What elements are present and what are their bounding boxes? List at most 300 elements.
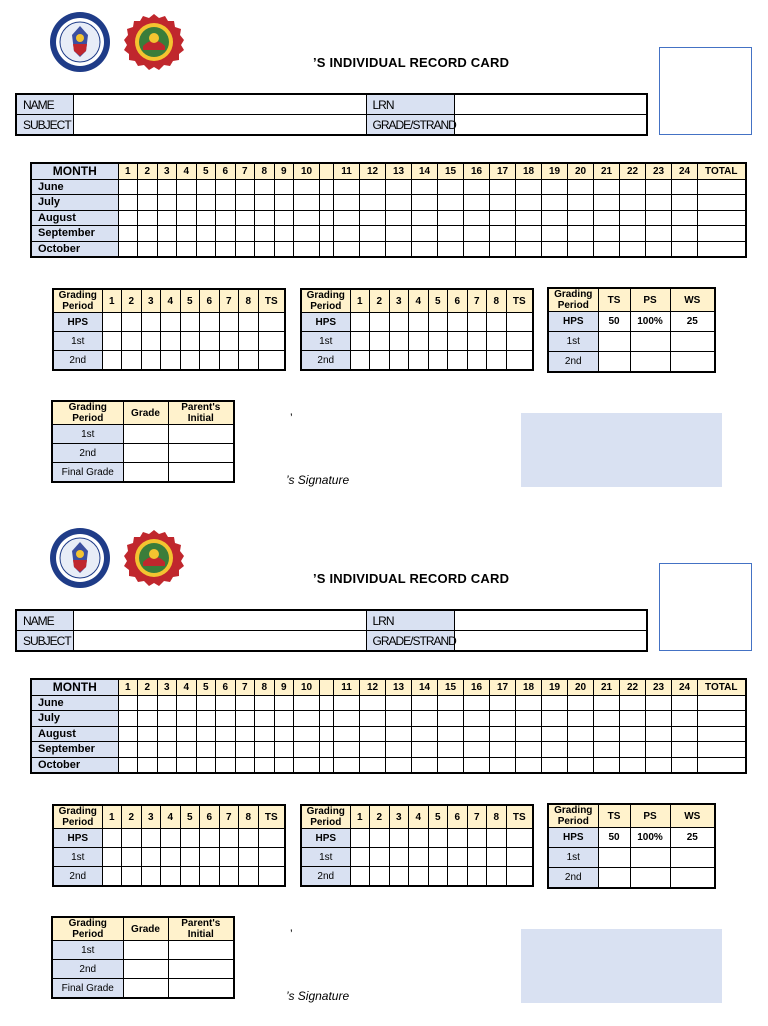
grading-cell[interactable] bbox=[258, 332, 285, 351]
attendance-cell[interactable] bbox=[216, 179, 236, 195]
attendance-cell[interactable] bbox=[255, 757, 275, 773]
attendance-cell[interactable] bbox=[255, 742, 275, 758]
grading-cell[interactable] bbox=[350, 829, 370, 848]
attendance-cell[interactable] bbox=[516, 742, 542, 758]
attendance-cell[interactable] bbox=[196, 195, 216, 211]
grading-cell[interactable] bbox=[389, 848, 409, 867]
attendance-cell[interactable] bbox=[594, 742, 620, 758]
attendance-cell[interactable] bbox=[255, 179, 275, 195]
attendance-cell[interactable] bbox=[490, 726, 516, 742]
attendance-cell[interactable] bbox=[568, 210, 594, 226]
attendance-cell[interactable] bbox=[118, 210, 138, 226]
attendance-cell[interactable] bbox=[157, 757, 177, 773]
attendance-cell[interactable] bbox=[360, 742, 386, 758]
attendance-cell[interactable] bbox=[157, 179, 177, 195]
attendance-cell[interactable] bbox=[672, 726, 698, 742]
attendance-cell[interactable] bbox=[157, 210, 177, 226]
attendance-cell[interactable] bbox=[412, 226, 438, 242]
attendance-cell[interactable] bbox=[490, 210, 516, 226]
attendance-cell[interactable] bbox=[177, 742, 197, 758]
grading-cell[interactable] bbox=[487, 351, 507, 371]
attendance-cell[interactable] bbox=[646, 179, 672, 195]
attendance-cell[interactable] bbox=[177, 241, 197, 257]
grading-cell[interactable] bbox=[102, 332, 122, 351]
attendance-cell[interactable] bbox=[216, 742, 236, 758]
attendance-cell[interactable] bbox=[412, 241, 438, 257]
attendance-cell[interactable] bbox=[196, 695, 216, 711]
grading-cell[interactable] bbox=[370, 867, 390, 887]
grading-cell[interactable] bbox=[389, 332, 409, 351]
attendance-cell[interactable] bbox=[464, 757, 490, 773]
attendance-cell[interactable] bbox=[646, 726, 672, 742]
grading-cell[interactable] bbox=[122, 351, 142, 371]
attendance-cell[interactable] bbox=[438, 195, 464, 211]
attendance-cell[interactable] bbox=[320, 695, 334, 711]
grading-cell[interactable] bbox=[141, 867, 161, 887]
attendance-cell[interactable] bbox=[646, 757, 672, 773]
grading-cell[interactable] bbox=[487, 332, 507, 351]
grading-cell[interactable] bbox=[428, 848, 448, 867]
subject-field[interactable] bbox=[73, 631, 366, 652]
attendance-cell[interactable] bbox=[620, 195, 646, 211]
attendance-cell[interactable] bbox=[464, 726, 490, 742]
attendance-cell[interactable] bbox=[490, 241, 516, 257]
attendance-cell[interactable] bbox=[672, 226, 698, 242]
attendance-cell[interactable] bbox=[360, 179, 386, 195]
attendance-cell[interactable] bbox=[594, 241, 620, 257]
attendance-cell[interactable] bbox=[334, 711, 360, 727]
attendance-cell[interactable] bbox=[274, 726, 294, 742]
grading-cell[interactable] bbox=[370, 848, 390, 867]
attendance-cell[interactable] bbox=[196, 226, 216, 242]
grading-cell[interactable] bbox=[389, 313, 409, 332]
attendance-cell[interactable] bbox=[568, 179, 594, 195]
attendance-cell[interactable] bbox=[360, 210, 386, 226]
attendance-cell[interactable] bbox=[274, 695, 294, 711]
grading-cell[interactable] bbox=[448, 313, 468, 332]
grading-cell[interactable] bbox=[219, 867, 239, 887]
final-initial-cell[interactable] bbox=[168, 979, 234, 999]
grading-cell[interactable] bbox=[200, 867, 220, 887]
attendance-cell[interactable] bbox=[672, 179, 698, 195]
attendance-cell[interactable] bbox=[672, 210, 698, 226]
attendance-cell[interactable] bbox=[386, 695, 412, 711]
attendance-cell[interactable] bbox=[438, 210, 464, 226]
attendance-cell[interactable] bbox=[157, 241, 177, 257]
attendance-cell[interactable] bbox=[620, 226, 646, 242]
attendance-cell[interactable] bbox=[138, 226, 158, 242]
attendance-cell[interactable] bbox=[177, 179, 197, 195]
attendance-cell[interactable] bbox=[568, 757, 594, 773]
attendance-cell[interactable] bbox=[157, 226, 177, 242]
attendance-cell[interactable] bbox=[196, 179, 216, 195]
grading-cell[interactable] bbox=[409, 829, 429, 848]
attendance-cell[interactable] bbox=[138, 726, 158, 742]
grading-cell[interactable] bbox=[448, 829, 468, 848]
attendance-cell[interactable] bbox=[255, 695, 275, 711]
grading-cell[interactable] bbox=[219, 332, 239, 351]
grading-cell[interactable] bbox=[428, 351, 448, 371]
attendance-cell[interactable] bbox=[386, 742, 412, 758]
grade-strand-field[interactable] bbox=[454, 631, 647, 652]
attendance-cell[interactable] bbox=[490, 742, 516, 758]
grading-cell[interactable] bbox=[350, 867, 370, 887]
attendance-cell[interactable] bbox=[620, 757, 646, 773]
attendance-cell[interactable] bbox=[196, 711, 216, 727]
attendance-cell[interactable] bbox=[294, 757, 320, 773]
grading-cell[interactable] bbox=[258, 313, 285, 332]
attendance-cell[interactable] bbox=[138, 695, 158, 711]
attendance-cell[interactable] bbox=[320, 179, 334, 195]
attendance-cell[interactable] bbox=[412, 711, 438, 727]
grade-strand-field[interactable] bbox=[454, 115, 647, 136]
attendance-cell[interactable] bbox=[138, 742, 158, 758]
attendance-cell[interactable] bbox=[216, 210, 236, 226]
attendance-cell[interactable] bbox=[568, 695, 594, 711]
grading-cell[interactable] bbox=[102, 829, 122, 848]
attendance-cell[interactable] bbox=[255, 195, 275, 211]
attendance-cell[interactable] bbox=[177, 226, 197, 242]
attendance-cell[interactable] bbox=[196, 742, 216, 758]
attendance-cell[interactable] bbox=[594, 726, 620, 742]
final-grade-cell[interactable] bbox=[123, 941, 168, 960]
attendance-cell[interactable] bbox=[274, 195, 294, 211]
attendance-cell[interactable] bbox=[118, 179, 138, 195]
attendance-cell[interactable] bbox=[542, 195, 568, 211]
attendance-cell[interactable] bbox=[438, 695, 464, 711]
grading-cell[interactable] bbox=[180, 867, 200, 887]
attendance-cell[interactable] bbox=[438, 711, 464, 727]
attendance-cell[interactable] bbox=[490, 195, 516, 211]
attendance-cell[interactable] bbox=[196, 210, 216, 226]
grading-cell[interactable] bbox=[467, 867, 487, 887]
lrn-field[interactable] bbox=[454, 94, 647, 115]
attendance-cell[interactable] bbox=[360, 241, 386, 257]
grading-cell[interactable] bbox=[122, 867, 142, 887]
summary-cell[interactable] bbox=[630, 332, 670, 352]
grading-cell[interactable] bbox=[141, 351, 161, 371]
attendance-cell[interactable] bbox=[235, 695, 255, 711]
attendance-cell[interactable] bbox=[464, 695, 490, 711]
attendance-cell[interactable] bbox=[334, 726, 360, 742]
attendance-cell[interactable] bbox=[386, 210, 412, 226]
attendance-cell[interactable] bbox=[516, 711, 542, 727]
attendance-cell[interactable] bbox=[294, 195, 320, 211]
attendance-cell[interactable] bbox=[294, 241, 320, 257]
attendance-cell[interactable] bbox=[177, 695, 197, 711]
grading-cell[interactable] bbox=[448, 332, 468, 351]
name-field[interactable] bbox=[73, 610, 366, 631]
attendance-cell[interactable] bbox=[235, 195, 255, 211]
attendance-cell[interactable] bbox=[196, 757, 216, 773]
grading-cell[interactable] bbox=[370, 351, 390, 371]
attendance-cell[interactable] bbox=[360, 711, 386, 727]
attendance-cell[interactable] bbox=[542, 757, 568, 773]
attendance-cell[interactable] bbox=[274, 226, 294, 242]
attendance-cell[interactable] bbox=[255, 226, 275, 242]
grading-cell[interactable] bbox=[506, 332, 533, 351]
attendance-cell[interactable] bbox=[490, 226, 516, 242]
grading-cell[interactable] bbox=[409, 332, 429, 351]
grading-cell[interactable] bbox=[141, 829, 161, 848]
attendance-cell[interactable] bbox=[320, 742, 334, 758]
attendance-cell[interactable] bbox=[672, 195, 698, 211]
attendance-cell[interactable] bbox=[320, 711, 334, 727]
grading-cell[interactable] bbox=[122, 829, 142, 848]
total-cell[interactable] bbox=[698, 226, 746, 242]
attendance-cell[interactable] bbox=[294, 742, 320, 758]
grading-cell[interactable] bbox=[487, 867, 507, 887]
summary-cell[interactable] bbox=[598, 868, 630, 889]
attendance-cell[interactable] bbox=[386, 195, 412, 211]
grading-cell[interactable] bbox=[350, 848, 370, 867]
grading-cell[interactable] bbox=[448, 867, 468, 887]
attendance-cell[interactable] bbox=[438, 757, 464, 773]
attendance-cell[interactable] bbox=[386, 711, 412, 727]
attendance-cell[interactable] bbox=[542, 711, 568, 727]
attendance-cell[interactable] bbox=[360, 757, 386, 773]
attendance-cell[interactable] bbox=[464, 195, 490, 211]
attendance-cell[interactable] bbox=[516, 195, 542, 211]
attendance-cell[interactable] bbox=[118, 695, 138, 711]
attendance-cell[interactable] bbox=[438, 742, 464, 758]
attendance-cell[interactable] bbox=[542, 210, 568, 226]
attendance-cell[interactable] bbox=[620, 711, 646, 727]
attendance-cell[interactable] bbox=[216, 241, 236, 257]
attendance-cell[interactable] bbox=[438, 726, 464, 742]
attendance-cell[interactable] bbox=[672, 695, 698, 711]
grading-cell[interactable] bbox=[409, 313, 429, 332]
grading-cell[interactable] bbox=[370, 332, 390, 351]
lrn-field[interactable] bbox=[454, 610, 647, 631]
attendance-cell[interactable] bbox=[235, 711, 255, 727]
grading-cell[interactable] bbox=[487, 313, 507, 332]
attendance-cell[interactable] bbox=[542, 241, 568, 257]
attendance-cell[interactable] bbox=[118, 742, 138, 758]
attendance-cell[interactable] bbox=[320, 226, 334, 242]
grading-cell[interactable] bbox=[219, 848, 239, 867]
attendance-cell[interactable] bbox=[594, 179, 620, 195]
summary-cell[interactable] bbox=[670, 352, 715, 373]
grading-cell[interactable] bbox=[467, 351, 487, 371]
attendance-cell[interactable] bbox=[235, 726, 255, 742]
attendance-cell[interactable] bbox=[464, 210, 490, 226]
attendance-cell[interactable] bbox=[516, 210, 542, 226]
attendance-cell[interactable] bbox=[620, 179, 646, 195]
attendance-cell[interactable] bbox=[118, 711, 138, 727]
total-cell[interactable] bbox=[698, 757, 746, 773]
grading-cell[interactable] bbox=[180, 313, 200, 332]
grading-cell[interactable] bbox=[389, 351, 409, 371]
attendance-cell[interactable] bbox=[438, 179, 464, 195]
summary-cell[interactable] bbox=[598, 332, 630, 352]
grading-cell[interactable] bbox=[258, 867, 285, 887]
attendance-cell[interactable] bbox=[216, 711, 236, 727]
attendance-cell[interactable] bbox=[157, 711, 177, 727]
grading-cell[interactable] bbox=[506, 829, 533, 848]
attendance-cell[interactable] bbox=[334, 226, 360, 242]
total-cell[interactable] bbox=[698, 179, 746, 195]
total-cell[interactable] bbox=[698, 711, 746, 727]
final-grade-cell[interactable] bbox=[123, 444, 168, 463]
grading-cell[interactable] bbox=[467, 848, 487, 867]
attendance-cell[interactable] bbox=[235, 210, 255, 226]
final-grade-cell[interactable] bbox=[123, 463, 168, 483]
summary-cell[interactable] bbox=[670, 848, 715, 868]
attendance-cell[interactable] bbox=[216, 195, 236, 211]
grading-cell[interactable] bbox=[239, 351, 259, 371]
attendance-cell[interactable] bbox=[255, 210, 275, 226]
attendance-cell[interactable] bbox=[294, 210, 320, 226]
attendance-cell[interactable] bbox=[464, 226, 490, 242]
grading-cell[interactable] bbox=[389, 829, 409, 848]
attendance-cell[interactable] bbox=[568, 711, 594, 727]
total-cell[interactable] bbox=[698, 742, 746, 758]
attendance-cell[interactable] bbox=[646, 226, 672, 242]
total-cell[interactable] bbox=[698, 695, 746, 711]
attendance-cell[interactable] bbox=[118, 226, 138, 242]
total-cell[interactable] bbox=[698, 210, 746, 226]
attendance-cell[interactable] bbox=[294, 695, 320, 711]
grading-cell[interactable] bbox=[161, 351, 181, 371]
grading-cell[interactable] bbox=[258, 351, 285, 371]
grading-cell[interactable] bbox=[200, 351, 220, 371]
attendance-cell[interactable] bbox=[274, 711, 294, 727]
attendance-cell[interactable] bbox=[274, 742, 294, 758]
attendance-cell[interactable] bbox=[235, 742, 255, 758]
attendance-cell[interactable] bbox=[294, 726, 320, 742]
attendance-cell[interactable] bbox=[594, 195, 620, 211]
grading-cell[interactable] bbox=[161, 867, 181, 887]
attendance-cell[interactable] bbox=[412, 757, 438, 773]
attendance-cell[interactable] bbox=[542, 179, 568, 195]
attendance-cell[interactable] bbox=[216, 226, 236, 242]
grading-cell[interactable] bbox=[180, 332, 200, 351]
attendance-cell[interactable] bbox=[568, 742, 594, 758]
attendance-cell[interactable] bbox=[274, 179, 294, 195]
grading-cell[interactable] bbox=[102, 867, 122, 887]
grading-cell[interactable] bbox=[161, 332, 181, 351]
attendance-cell[interactable] bbox=[274, 241, 294, 257]
attendance-cell[interactable] bbox=[334, 757, 360, 773]
attendance-cell[interactable] bbox=[542, 695, 568, 711]
grading-cell[interactable] bbox=[506, 867, 533, 887]
attendance-cell[interactable] bbox=[594, 226, 620, 242]
attendance-cell[interactable] bbox=[646, 210, 672, 226]
attendance-cell[interactable] bbox=[196, 726, 216, 742]
attendance-cell[interactable] bbox=[438, 226, 464, 242]
attendance-cell[interactable] bbox=[177, 726, 197, 742]
summary-cell[interactable] bbox=[670, 332, 715, 352]
attendance-cell[interactable] bbox=[118, 726, 138, 742]
grading-cell[interactable] bbox=[180, 351, 200, 371]
attendance-cell[interactable] bbox=[118, 195, 138, 211]
grading-cell[interactable] bbox=[200, 848, 220, 867]
attendance-cell[interactable] bbox=[334, 241, 360, 257]
attendance-cell[interactable] bbox=[138, 210, 158, 226]
grading-cell[interactable] bbox=[239, 313, 259, 332]
final-grade-cell[interactable] bbox=[123, 960, 168, 979]
attendance-cell[interactable] bbox=[568, 226, 594, 242]
attendance-cell[interactable] bbox=[255, 726, 275, 742]
attendance-cell[interactable] bbox=[320, 726, 334, 742]
attendance-cell[interactable] bbox=[490, 695, 516, 711]
attendance-cell[interactable] bbox=[157, 195, 177, 211]
grading-cell[interactable] bbox=[122, 313, 142, 332]
grading-cell[interactable] bbox=[467, 332, 487, 351]
grading-cell[interactable] bbox=[428, 829, 448, 848]
attendance-cell[interactable] bbox=[516, 241, 542, 257]
attendance-cell[interactable] bbox=[490, 757, 516, 773]
attendance-cell[interactable] bbox=[138, 241, 158, 257]
attendance-cell[interactable] bbox=[412, 179, 438, 195]
attendance-cell[interactable] bbox=[568, 726, 594, 742]
attendance-cell[interactable] bbox=[412, 695, 438, 711]
final-initial-cell[interactable] bbox=[168, 425, 234, 444]
grading-cell[interactable] bbox=[219, 829, 239, 848]
grading-cell[interactable] bbox=[239, 848, 259, 867]
grading-cell[interactable] bbox=[239, 332, 259, 351]
attendance-cell[interactable] bbox=[235, 241, 255, 257]
attendance-cell[interactable] bbox=[386, 757, 412, 773]
attendance-cell[interactable] bbox=[516, 695, 542, 711]
attendance-cell[interactable] bbox=[438, 241, 464, 257]
attendance-cell[interactable] bbox=[118, 757, 138, 773]
attendance-cell[interactable] bbox=[516, 757, 542, 773]
attendance-cell[interactable] bbox=[516, 226, 542, 242]
attendance-cell[interactable] bbox=[516, 726, 542, 742]
attendance-cell[interactable] bbox=[138, 711, 158, 727]
grading-cell[interactable] bbox=[506, 313, 533, 332]
attendance-cell[interactable] bbox=[594, 757, 620, 773]
grading-cell[interactable] bbox=[239, 867, 259, 887]
attendance-cell[interactable] bbox=[235, 757, 255, 773]
attendance-cell[interactable] bbox=[235, 226, 255, 242]
summary-cell[interactable] bbox=[630, 868, 670, 889]
grading-cell[interactable] bbox=[102, 351, 122, 371]
grading-cell[interactable] bbox=[487, 848, 507, 867]
grading-cell[interactable] bbox=[200, 313, 220, 332]
attendance-cell[interactable] bbox=[177, 210, 197, 226]
grading-cell[interactable] bbox=[370, 829, 390, 848]
attendance-cell[interactable] bbox=[138, 179, 158, 195]
attendance-cell[interactable] bbox=[360, 195, 386, 211]
attendance-cell[interactable] bbox=[412, 726, 438, 742]
total-cell[interactable] bbox=[698, 241, 746, 257]
attendance-cell[interactable] bbox=[620, 695, 646, 711]
attendance-cell[interactable] bbox=[216, 695, 236, 711]
attendance-cell[interactable] bbox=[412, 210, 438, 226]
summary-cell[interactable] bbox=[670, 868, 715, 889]
grading-cell[interactable] bbox=[141, 313, 161, 332]
attendance-cell[interactable] bbox=[386, 726, 412, 742]
attendance-cell[interactable] bbox=[594, 711, 620, 727]
attendance-cell[interactable] bbox=[138, 757, 158, 773]
final-initial-cell[interactable] bbox=[168, 463, 234, 483]
grading-cell[interactable] bbox=[428, 332, 448, 351]
grading-cell[interactable] bbox=[258, 829, 285, 848]
attendance-cell[interactable] bbox=[620, 726, 646, 742]
attendance-cell[interactable] bbox=[594, 695, 620, 711]
attendance-cell[interactable] bbox=[320, 241, 334, 257]
attendance-cell[interactable] bbox=[568, 241, 594, 257]
attendance-cell[interactable] bbox=[620, 210, 646, 226]
grading-cell[interactable] bbox=[350, 332, 370, 351]
grading-cell[interactable] bbox=[448, 848, 468, 867]
grading-cell[interactable] bbox=[409, 848, 429, 867]
attendance-cell[interactable] bbox=[274, 210, 294, 226]
attendance-cell[interactable] bbox=[646, 695, 672, 711]
